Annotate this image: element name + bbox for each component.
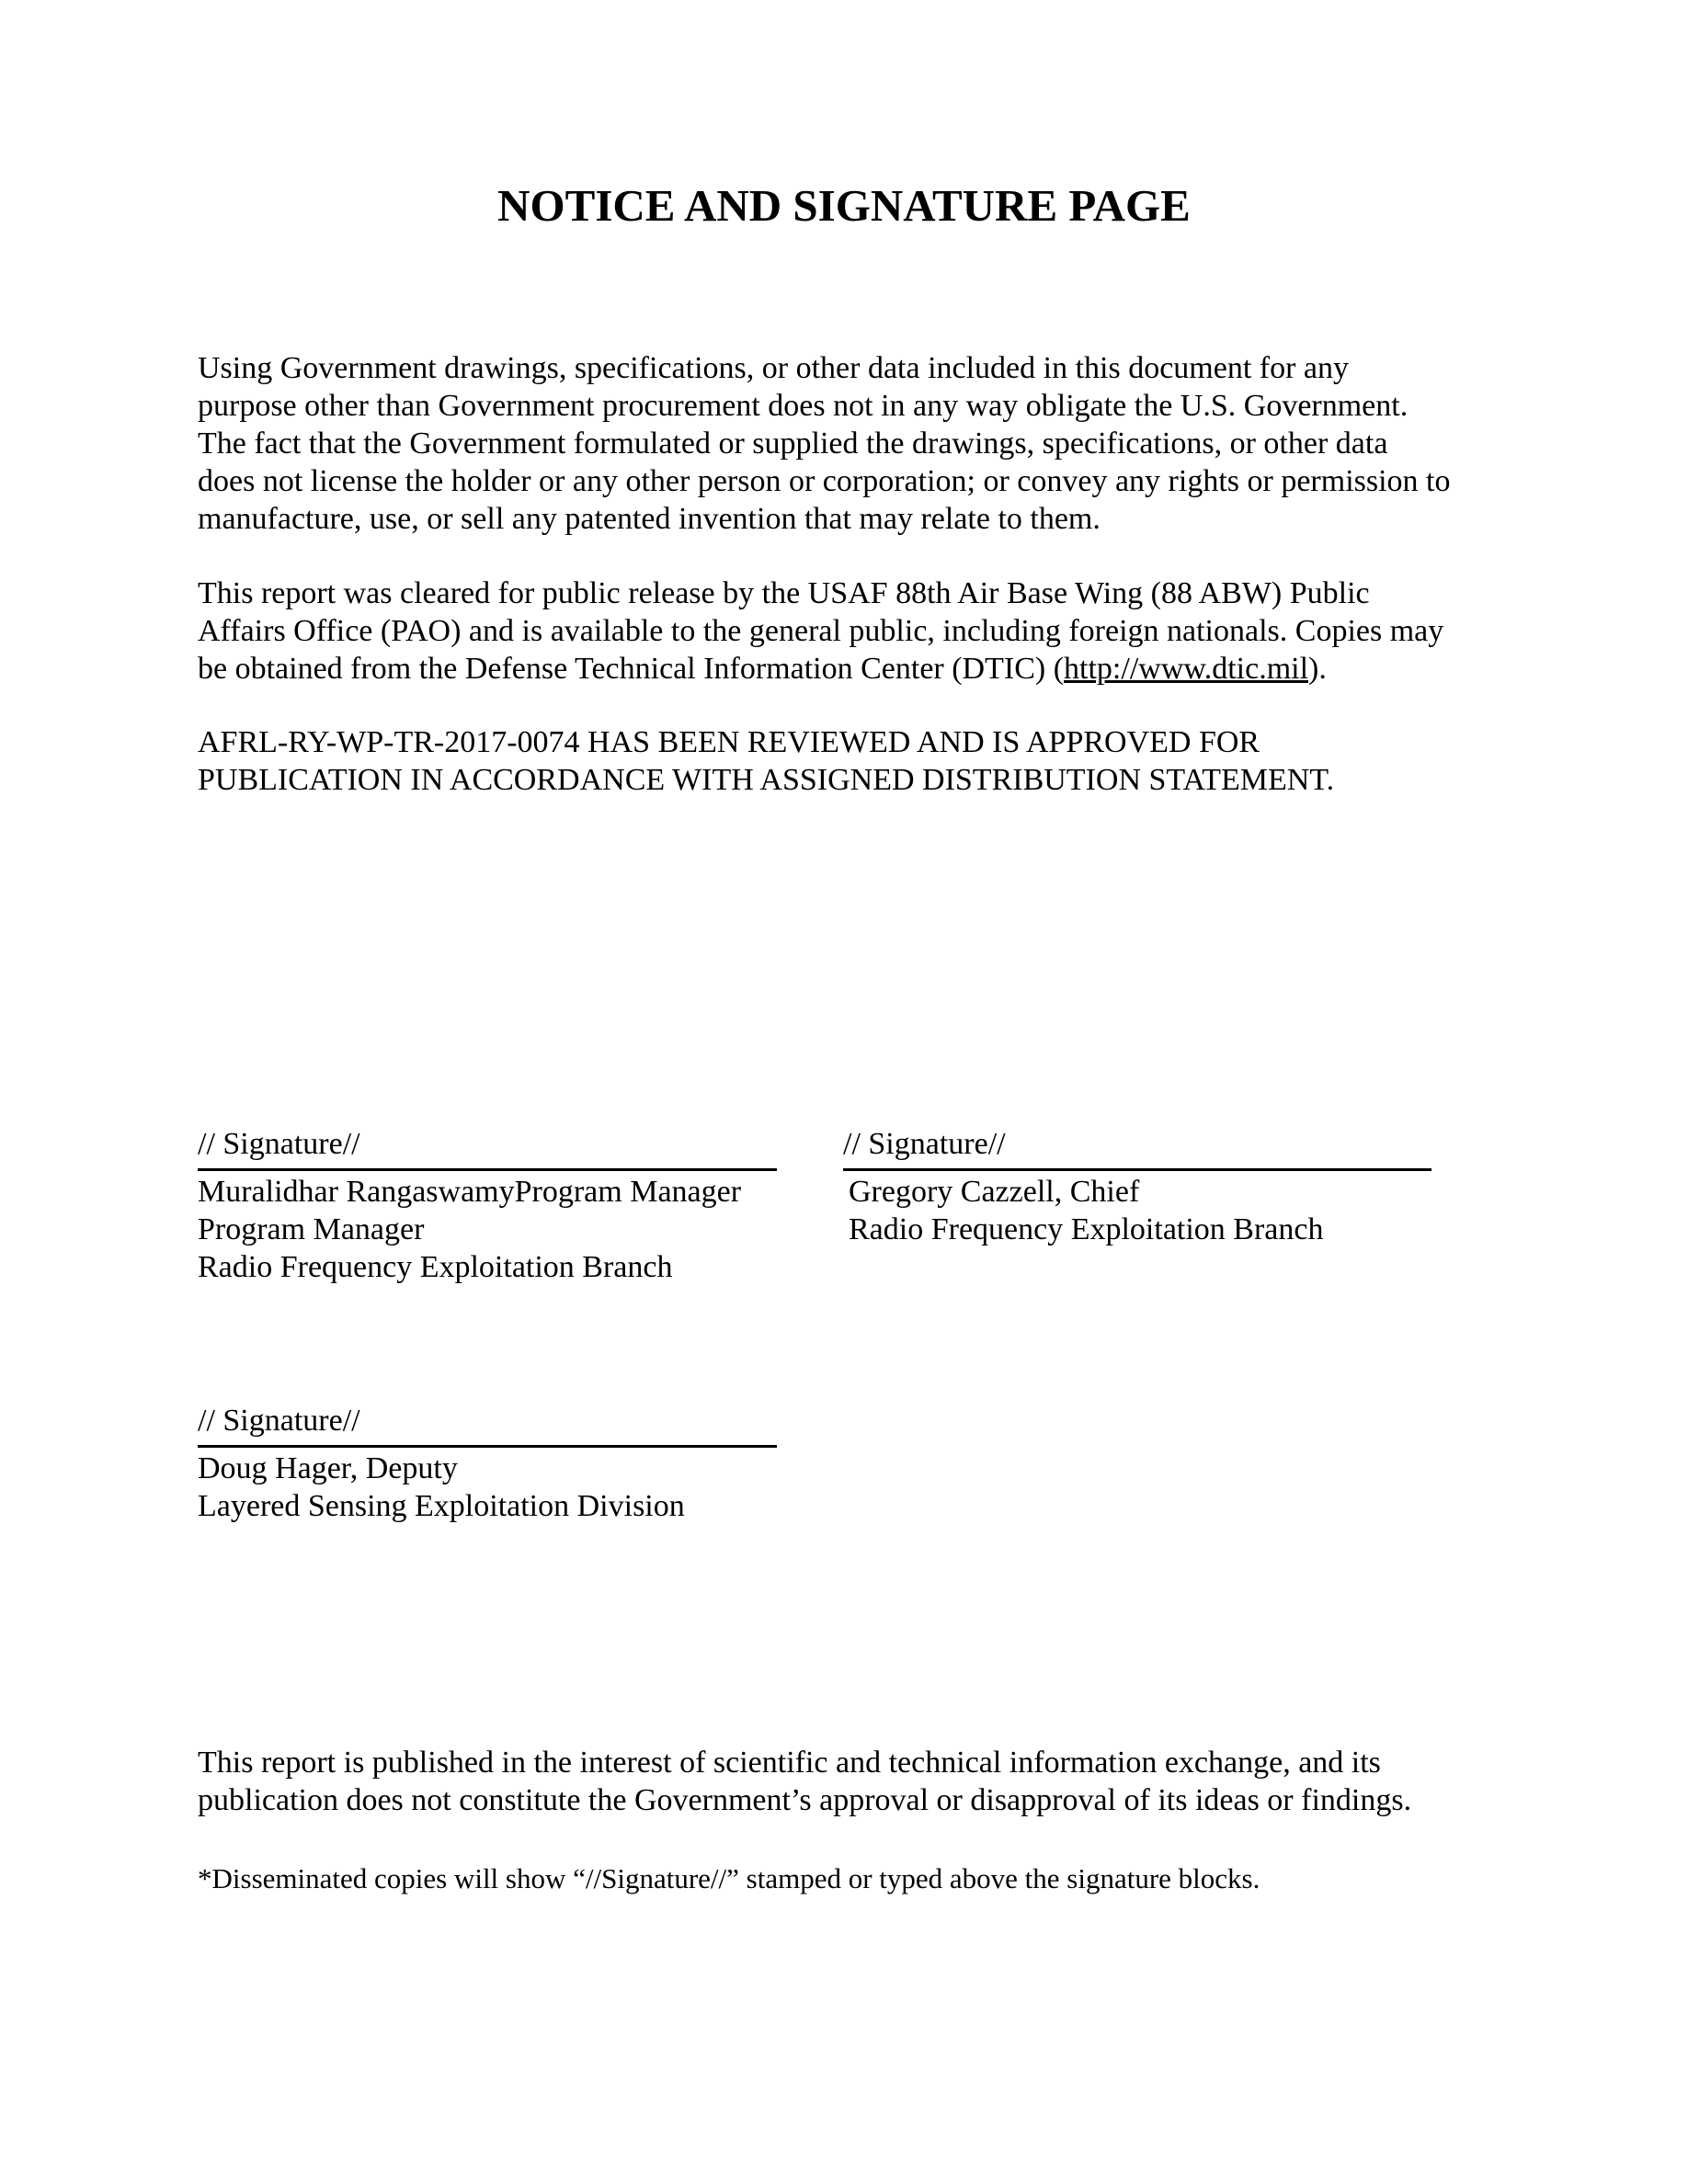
signatory-name: Doug Hager, Deputy [198, 1451, 458, 1485]
public-release-text-end: ). [1308, 652, 1327, 686]
signatory-name: Gregory Cazzell, Chief [849, 1175, 1140, 1209]
signatory-title: Program Manager [198, 1212, 425, 1246]
signature-block-program-manager [198, 1125, 777, 1286]
approval-statement: AFRL-RY-WP-TR-2017-0074 HAS BEEN REVIEWED AND IS APPROVED FOR PUBLICATION IN ACCORDANCE WITH ASSIGNED DISTRIBUTION STATEMENT. [198, 725, 1335, 797]
signature-line [198, 1445, 777, 1448]
page-title: NOTICE AND SIGNATURE PAGE [497, 180, 1191, 231]
signature-stamp: // Signature// [843, 1127, 1006, 1161]
signatory-organization: Radio Frequency Exploitation Branch [198, 1250, 673, 1284]
public-release-text: This report was cleared for public release by the USAF 88th Air Base Wing (88 ABW) Public Affairs Office (PAO) and is available to the general public, including foreign nationals. Copies may be obtained from the Defense Technical Information Center (DTIC) ( [198, 576, 1444, 686]
disclaimer-paragraph: This report is published in the interest of scientific and technical information exchange, and its publication does not constitute the Government’s approval or disapproval of its ideas or findings. [198, 1746, 1412, 1817]
signature-block-branch-chief [843, 1125, 1431, 1248]
public-release-paragraph [198, 574, 1443, 688]
signatory-name: Muralidhar RangaswamyProgram Manager [198, 1175, 742, 1209]
procurement-notice-paragraph: Using Government drawings, specifications, or other data included in this document for any purpose other than Government procurement does not in any way obligate the U.S. Government. The fact that the Government formulated or supplied the drawings, specifications, or other data does not license the holder or any other person or corporation; or convey any rights or permission to manufacture, use, or sell any patented invention that may relate to them. [198, 351, 1451, 536]
signature-block-division-deputy [198, 1402, 777, 1525]
signature-line [843, 1168, 1431, 1171]
signatory-organization: Layered Sensing Exploitation Division [198, 1489, 685, 1523]
signature-line [198, 1168, 777, 1171]
dtic-link[interactable]: http://www.dtic.mil [1064, 652, 1309, 686]
signature-stamp: // Signature// [198, 1127, 360, 1161]
dissemination-footnote: *Disseminated copies will show “//Signature//” stamped or typed above the signature blocks. [198, 1862, 1260, 1894]
signatory-organization: Radio Frequency Exploitation Branch [849, 1212, 1324, 1246]
signature-stamp: // Signature// [198, 1404, 360, 1438]
